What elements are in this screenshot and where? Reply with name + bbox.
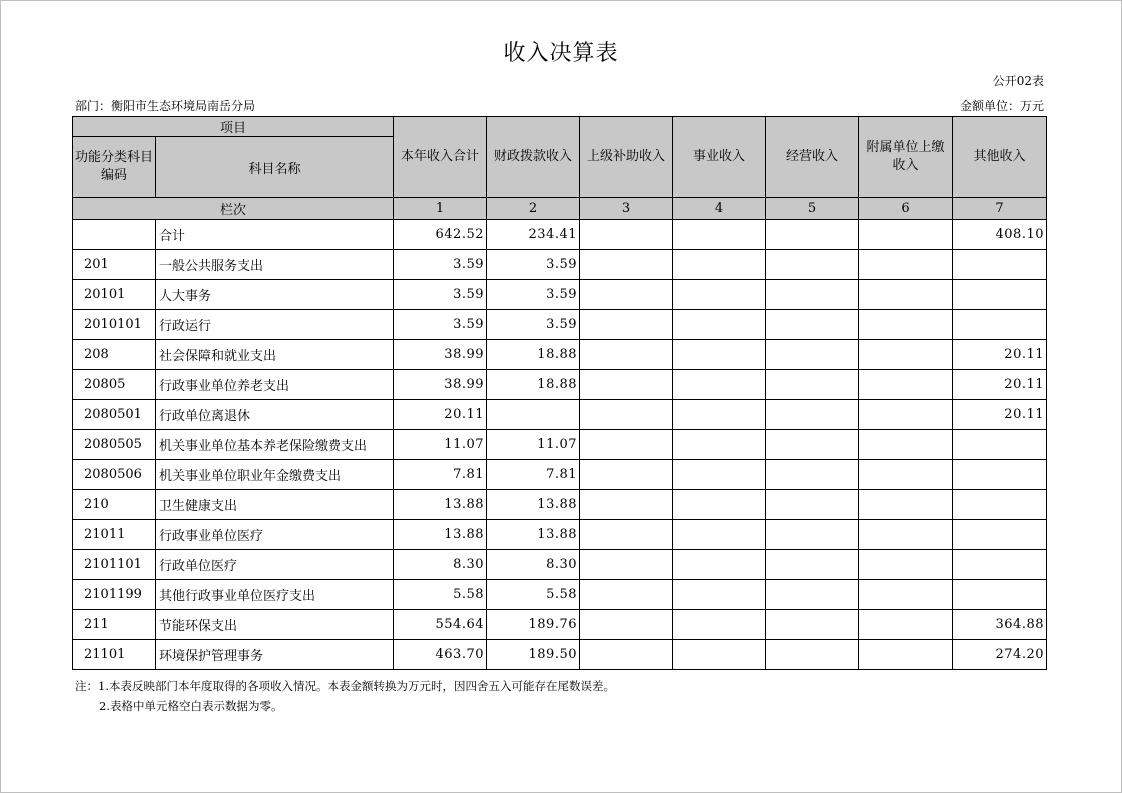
amount-cell-col-5 xyxy=(766,400,859,430)
col-header-5: 经营收入 xyxy=(766,117,859,198)
table-row xyxy=(73,490,1047,520)
amount-cell-col-3 xyxy=(580,580,673,610)
func-code-cell: 21101 xyxy=(73,640,156,670)
amount-cell-col-4 xyxy=(673,310,766,340)
table-row xyxy=(73,220,1047,250)
amount-cell-col-7: 20.11 xyxy=(953,400,1047,430)
amount-cell-col-4 xyxy=(673,490,766,520)
notes xyxy=(75,676,615,716)
subject-name-cell: 行政单位离退休 xyxy=(156,400,394,430)
amount-cell-col-5 xyxy=(766,430,859,460)
amount-cell-col-6 xyxy=(859,610,953,640)
amount-cell-col-2: 234.41 xyxy=(487,220,580,250)
income-final-accounts-table xyxy=(72,116,1047,670)
amount-cell-col-7: 20.11 xyxy=(953,340,1047,370)
amount-cell-col-3 xyxy=(580,280,673,310)
col-number-2: 2 xyxy=(487,198,580,220)
amount-cell-col-7 xyxy=(953,580,1047,610)
amount-cell-col-3 xyxy=(580,460,673,490)
col-number-3: 3 xyxy=(580,198,673,220)
amount-cell-col-4 xyxy=(673,610,766,640)
amount-cell-col-6 xyxy=(859,340,953,370)
amount-cell-col-2: 13.88 xyxy=(487,520,580,550)
form-number: 公开02表 xyxy=(992,74,1044,88)
amount-cell-col-5 xyxy=(766,310,859,340)
func-code-cell: 2080505 xyxy=(73,430,156,460)
amount-cell-col-7 xyxy=(953,460,1047,490)
amount-cell-col-5 xyxy=(766,220,859,250)
amount-cell-col-2: 8.30 xyxy=(487,550,580,580)
amount-cell-col-3 xyxy=(580,250,673,280)
func-code-cell: 20805 xyxy=(73,370,156,400)
amount-cell-col-7: 364.88 xyxy=(953,610,1047,640)
func-code-cell xyxy=(73,220,156,250)
func-code-cell: 210 xyxy=(73,490,156,520)
amount-cell-col-5 xyxy=(766,490,859,520)
amount-cell-col-5 xyxy=(766,280,859,310)
amount-cell-col-1: 38.99 xyxy=(394,370,487,400)
table-row xyxy=(73,250,1047,280)
amount-cell-col-7: 20.11 xyxy=(953,370,1047,400)
amount-cell-col-4 xyxy=(673,640,766,670)
amount-cell-col-5 xyxy=(766,610,859,640)
func-code-cell: 2080506 xyxy=(73,460,156,490)
amount-cell-col-4 xyxy=(673,280,766,310)
amount-cell-col-2: 7.81 xyxy=(487,460,580,490)
amount-cell-col-2: 3.59 xyxy=(487,310,580,340)
amount-cell-col-2: 3.59 xyxy=(487,250,580,280)
amount-cell-col-3 xyxy=(580,370,673,400)
amount-cell-col-1: 5.58 xyxy=(394,580,487,610)
amount-cell-col-1: 8.30 xyxy=(394,550,487,580)
amount-cell-col-2: 3.59 xyxy=(487,280,580,310)
amount-cell-col-7 xyxy=(953,250,1047,280)
amount-cell-col-7: 408.10 xyxy=(953,220,1047,250)
department-label: 部门：衡阳市生态环境局南岳分局 xyxy=(75,99,256,113)
amount-cell-col-1: 20.11 xyxy=(394,400,487,430)
amount-cell-col-5 xyxy=(766,340,859,370)
amount-cell-col-3 xyxy=(580,490,673,520)
amount-cell-col-4 xyxy=(673,580,766,610)
subject-name-cell: 节能环保支出 xyxy=(156,610,394,640)
col-header-2: 财政拨款收入 xyxy=(487,117,580,198)
amount-cell-col-4 xyxy=(673,370,766,400)
subject-name-cell: 社会保障和就业支出 xyxy=(156,340,394,370)
subject-name-header: 科目名称 xyxy=(156,137,394,198)
amount-cell-col-1: 13.88 xyxy=(394,490,487,520)
table-row xyxy=(73,610,1047,640)
amount-cell-col-3 xyxy=(580,520,673,550)
table-row xyxy=(73,340,1047,370)
table-row xyxy=(73,460,1047,490)
amount-cell-col-1: 3.59 xyxy=(394,280,487,310)
amount-cell-col-2: 11.07 xyxy=(487,430,580,460)
amount-cell-col-6 xyxy=(859,550,953,580)
amount-cell-col-7 xyxy=(953,280,1047,310)
col-header-4: 事业收入 xyxy=(673,117,766,198)
amount-cell-col-7 xyxy=(953,490,1047,520)
col-number-1: 1 xyxy=(394,198,487,220)
amount-cell-col-1: 7.81 xyxy=(394,460,487,490)
amount-cell-col-6 xyxy=(859,520,953,550)
col-number-7: 7 xyxy=(953,198,1047,220)
amount-cell-col-4 xyxy=(673,460,766,490)
func-code-cell: 21011 xyxy=(73,520,156,550)
amount-cell-col-2: 18.88 xyxy=(487,370,580,400)
func-code-cell: 2101199 xyxy=(73,580,156,610)
table-row xyxy=(73,520,1047,550)
amount-cell-col-3 xyxy=(580,550,673,580)
amount-cell-col-2: 18.88 xyxy=(487,340,580,370)
func-code-cell: 2010101 xyxy=(73,310,156,340)
amount-cell-col-7 xyxy=(953,520,1047,550)
amount-unit-label: 金额单位：万元 xyxy=(959,99,1044,113)
func-code-cell: 2080501 xyxy=(73,400,156,430)
col-number-5: 5 xyxy=(766,198,859,220)
amount-cell-col-1: 463.70 xyxy=(394,640,487,670)
amount-cell-col-5 xyxy=(766,460,859,490)
subject-name-cell: 其他行政事业单位医疗支出 xyxy=(156,580,394,610)
note-1: 注：1.本表反映部门本年度取得的各项收入情况。本表金额转换为万元时，因四舍五入可能存在尾数误差。 xyxy=(75,679,615,693)
amount-cell-col-3 xyxy=(580,310,673,340)
subject-name-cell: 环境保护管理事务 xyxy=(156,640,394,670)
table-row xyxy=(73,640,1047,670)
amount-cell-col-5 xyxy=(766,550,859,580)
col-header-1: 本年收入合计 xyxy=(394,117,487,198)
func-code-header: 功能分类科目编码 xyxy=(73,137,156,198)
subject-name-cell: 一般公共服务支出 xyxy=(156,250,394,280)
col-number-6: 6 xyxy=(859,198,953,220)
amount-cell-col-6 xyxy=(859,250,953,280)
subject-name-cell: 行政事业单位养老支出 xyxy=(156,370,394,400)
item-header: 项目 xyxy=(73,117,394,137)
amount-cell-col-5 xyxy=(766,520,859,550)
amount-cell-col-4 xyxy=(673,520,766,550)
amount-cell-col-1: 3.59 xyxy=(394,250,487,280)
amount-cell-col-1: 3.59 xyxy=(394,310,487,340)
subject-name-cell: 卫生健康支出 xyxy=(156,490,394,520)
table-row xyxy=(73,550,1047,580)
amount-cell-col-6 xyxy=(859,310,953,340)
amount-cell-col-4 xyxy=(673,250,766,280)
amount-cell-col-3 xyxy=(580,340,673,370)
amount-cell-col-7 xyxy=(953,310,1047,340)
amount-cell-col-6 xyxy=(859,580,953,610)
amount-cell-col-4 xyxy=(673,220,766,250)
amount-cell-col-1: 642.52 xyxy=(394,220,487,250)
amount-cell-col-3 xyxy=(580,220,673,250)
subject-name-cell: 人大事务 xyxy=(156,280,394,310)
amount-cell-col-6 xyxy=(859,430,953,460)
amount-cell-col-5 xyxy=(766,640,859,670)
func-code-cell: 201 xyxy=(73,250,156,280)
amount-cell-col-1: 554.64 xyxy=(394,610,487,640)
func-code-cell: 211 xyxy=(73,610,156,640)
table-row xyxy=(73,370,1047,400)
col-header-7: 其他收入 xyxy=(953,117,1047,198)
row-label-header: 栏次 xyxy=(73,198,394,220)
amount-cell-col-4 xyxy=(673,430,766,460)
amount-cell-col-6 xyxy=(859,220,953,250)
subject-name-cell: 机关事业单位基本养老保险缴费支出 xyxy=(156,430,394,460)
subject-name-cell: 合计 xyxy=(156,220,394,250)
amount-cell-col-6 xyxy=(859,280,953,310)
amount-cell-col-6 xyxy=(859,460,953,490)
amount-cell-col-2 xyxy=(487,400,580,430)
amount-cell-col-3 xyxy=(580,400,673,430)
table-row xyxy=(73,310,1047,340)
amount-cell-col-7: 274.20 xyxy=(953,640,1047,670)
amount-cell-col-7 xyxy=(953,550,1047,580)
col-header-6: 附属单位上缴收入 xyxy=(859,117,953,198)
amount-cell-col-5 xyxy=(766,250,859,280)
amount-cell-col-2: 13.88 xyxy=(487,490,580,520)
table-body xyxy=(73,220,1047,670)
amount-cell-col-1: 11.07 xyxy=(394,430,487,460)
amount-cell-col-4 xyxy=(673,550,766,580)
table-row xyxy=(73,430,1047,460)
amount-cell-col-6 xyxy=(859,640,953,670)
func-code-cell: 20101 xyxy=(73,280,156,310)
amount-cell-col-7 xyxy=(953,430,1047,460)
amount-cell-col-3 xyxy=(580,430,673,460)
amount-cell-col-1: 13.88 xyxy=(394,520,487,550)
page-title: 收入决算表 xyxy=(503,41,619,66)
subject-name-cell: 行政单位医疗 xyxy=(156,550,394,580)
table-row xyxy=(73,580,1047,610)
func-code-cell: 208 xyxy=(73,340,156,370)
amount-cell-col-6 xyxy=(859,400,953,430)
col-number-4: 4 xyxy=(673,198,766,220)
subject-name-cell: 行政事业单位医疗 xyxy=(156,520,394,550)
amount-cell-col-4 xyxy=(673,340,766,370)
amount-cell-col-5 xyxy=(766,580,859,610)
func-code-cell: 2101101 xyxy=(73,550,156,580)
amount-cell-col-1: 38.99 xyxy=(394,340,487,370)
amount-cell-col-6 xyxy=(859,370,953,400)
table-row xyxy=(73,400,1047,430)
amount-cell-col-6 xyxy=(859,490,953,520)
amount-cell-col-3 xyxy=(580,610,673,640)
amount-cell-col-3 xyxy=(580,640,673,670)
amount-cell-col-2: 189.50 xyxy=(487,640,580,670)
note-2: 2.表格中单元格空白表示数据为零。 xyxy=(99,699,283,713)
subject-name-cell: 行政运行 xyxy=(156,310,394,340)
table-row xyxy=(73,280,1047,310)
col-header-3: 上级补助收入 xyxy=(580,117,673,198)
amount-cell-col-2: 189.76 xyxy=(487,610,580,640)
amount-cell-col-4 xyxy=(673,400,766,430)
amount-cell-col-2: 5.58 xyxy=(487,580,580,610)
subject-name-cell: 机关事业单位职业年金缴费支出 xyxy=(156,460,394,490)
amount-cell-col-5 xyxy=(766,370,859,400)
